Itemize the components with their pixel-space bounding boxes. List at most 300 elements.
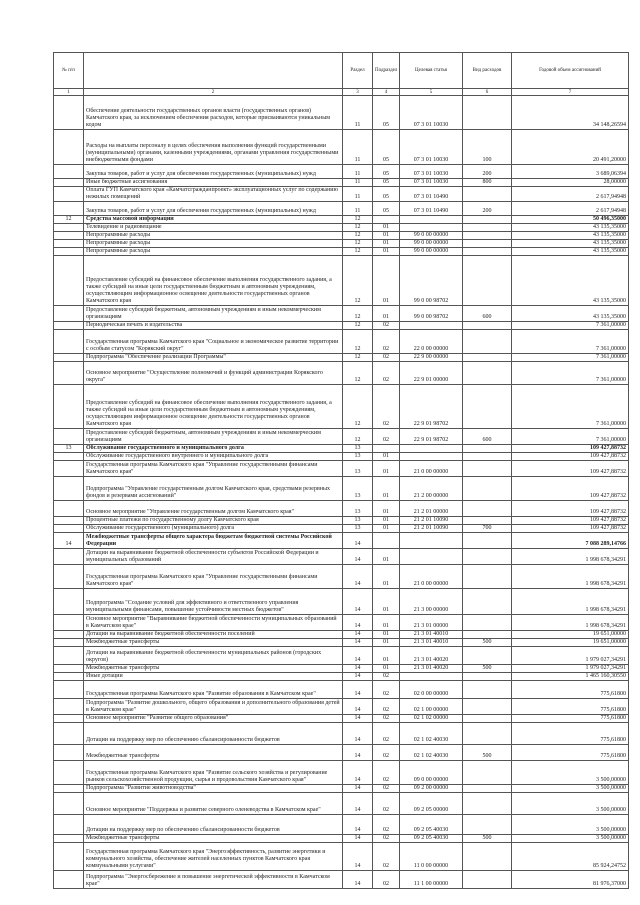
- row-number: [54, 871, 84, 889]
- row-number: [54, 815, 84, 835]
- row-number: [54, 429, 84, 445]
- table-row: [54, 224, 629, 232]
- row-name: Подпрограмма "Обеспечение реализации Программы": [84, 354, 343, 362]
- row-razdel: 12: [343, 429, 373, 445]
- row-article: 22 9 01 98702: [400, 385, 463, 429]
- row-kind: 500: [463, 639, 512, 647]
- row-number: [54, 525, 84, 533]
- row-podrazdel: 01: [373, 549, 400, 565]
- table-row: [54, 306, 629, 322]
- row-razdel: 12: [343, 354, 373, 362]
- row-kind: [463, 256, 512, 306]
- row-podrazdel: 02: [373, 785, 400, 793]
- table-row: [54, 216, 629, 224]
- row-podrazdel: 05: [373, 165, 400, 179]
- row-name: Подпрограмма "Управление государственным долгом Камчатского края, средствами резервных фондов и резервами ассигнований": [84, 477, 343, 501]
- row-amount: 81 976,37000: [512, 871, 629, 889]
- row-kind: [463, 631, 512, 639]
- row-article: [400, 533, 463, 549]
- row-article: 09 2 05 40030: [400, 835, 463, 843]
- row-name: Межбюджетные трансферты общего характера бюджетам бюджетной системы Российской Федерации: [84, 533, 343, 549]
- row-kind: [463, 453, 512, 461]
- row-name: Государственная программа Камчатского края "Развитие образования в Камчатском крае": [84, 681, 343, 699]
- row-number: [54, 248, 84, 256]
- table-row: [54, 715, 629, 723]
- row-podrazdel: 02: [373, 429, 400, 445]
- row-kind: [463, 715, 512, 723]
- row-article: [400, 445, 463, 453]
- row-razdel: 14: [343, 615, 373, 631]
- row-podrazdel: 02: [373, 673, 400, 681]
- row-podrazdel: 02: [373, 385, 400, 429]
- row-number: [54, 647, 84, 665]
- row-kind: [463, 187, 512, 202]
- row-number: [54, 130, 84, 165]
- row-name: Дотации на выравнивание бюджетной обеспеченности субъектов Российской Федерации и муниципальных образований: [84, 549, 343, 565]
- table-row: [54, 517, 629, 525]
- row-podrazdel: 01: [373, 453, 400, 461]
- row-article: 02 1 02 40030: [400, 723, 463, 745]
- row-podrazdel: 01: [373, 256, 400, 306]
- row-amount: 3 500,00000: [512, 793, 629, 815]
- row-name: Оплата ГУП Камчатского края «Камчатсгражданпроект» эксплуатационных услуг по содержанию нежилых помещений: [84, 187, 343, 202]
- row-number: [54, 179, 84, 187]
- row-article: 07 3 01 10030: [400, 96, 463, 130]
- row-podrazdel: 01: [373, 639, 400, 647]
- table-row: [54, 793, 629, 815]
- row-number: [54, 745, 84, 761]
- table-row: [54, 533, 629, 549]
- row-podrazdel: 02: [373, 745, 400, 761]
- row-number: [54, 631, 84, 639]
- row-podrazdel: 01: [373, 525, 400, 533]
- row-number: [54, 835, 84, 843]
- column-number: 1: [54, 89, 84, 96]
- row-amount: 28,00000: [512, 179, 629, 187]
- row-podrazdel: 02: [373, 354, 400, 362]
- budget-table: [53, 52, 629, 889]
- row-podrazdel: 01: [373, 565, 400, 589]
- row-amount: 1 998 678,34291: [512, 565, 629, 589]
- row-kind: [463, 445, 512, 453]
- row-razdel: 14: [343, 843, 373, 871]
- header-article: Целевая статья: [400, 53, 463, 89]
- row-amount: 43 135,35000: [512, 248, 629, 256]
- row-razdel: 13: [343, 453, 373, 461]
- row-article: 07 3 01 10490: [400, 187, 463, 202]
- row-kind: [463, 673, 512, 681]
- row-article: 21 2 01 00000: [400, 501, 463, 517]
- row-kind: [463, 647, 512, 665]
- row-name: Основное мероприятие "Развитие общего образования": [84, 715, 343, 723]
- row-number: [54, 256, 84, 306]
- row-razdel: 12: [343, 216, 373, 224]
- row-article: 99 0 00 98702: [400, 256, 463, 306]
- row-kind: [463, 589, 512, 615]
- row-name: Иные дотации: [84, 673, 343, 681]
- row-name: Основное мероприятие "Управление государственным долгом Камчатского края": [84, 501, 343, 517]
- row-name: Процентные платежи по государственному долгу Камчатского края: [84, 517, 343, 525]
- row-amount: 43 135,35000: [512, 232, 629, 240]
- row-article: 02 1 02 00000: [400, 715, 463, 723]
- row-amount: 85 924,24752: [512, 843, 629, 871]
- row-kind: [463, 354, 512, 362]
- table-row: [54, 549, 629, 565]
- row-razdel: 12: [343, 256, 373, 306]
- row-kind: [463, 615, 512, 631]
- row-name: Обслуживание государственного и муниципального долга: [84, 445, 343, 453]
- row-podrazdel: [373, 445, 400, 453]
- row-article: 21 3 01 40010: [400, 631, 463, 639]
- row-article: 09 2 05 40030: [400, 815, 463, 835]
- row-amount: 775,61800: [512, 715, 629, 723]
- row-amount: 7 361,00000: [512, 354, 629, 362]
- row-amount: 1 998 678,34291: [512, 589, 629, 615]
- row-razdel: 14: [343, 665, 373, 673]
- table-row: [54, 647, 629, 665]
- row-article: 07 3 01 10030: [400, 130, 463, 165]
- row-amount: 34 148,26594: [512, 96, 629, 130]
- row-podrazdel: [373, 216, 400, 224]
- row-podrazdel: [373, 533, 400, 549]
- row-number: [54, 615, 84, 631]
- row-kind: [463, 96, 512, 130]
- row-razdel: 14: [343, 835, 373, 843]
- row-number: [54, 453, 84, 461]
- row-number: [54, 793, 84, 815]
- table-row: [54, 461, 629, 477]
- row-razdel: 11: [343, 179, 373, 187]
- row-razdel: 11: [343, 202, 373, 216]
- row-article: 99 0 00 98702: [400, 306, 463, 322]
- table-row: [54, 477, 629, 501]
- row-podrazdel: 01: [373, 647, 400, 665]
- row-razdel: 12: [343, 224, 373, 232]
- row-podrazdel: 01: [373, 306, 400, 322]
- table-body: [54, 96, 629, 889]
- row-article: [400, 322, 463, 330]
- row-name: Межбюджетные трансферты: [84, 639, 343, 647]
- row-number: [54, 761, 84, 785]
- row-number: [54, 477, 84, 501]
- row-podrazdel: 02: [373, 843, 400, 871]
- row-razdel: 14: [343, 673, 373, 681]
- header-amount: Годовой объем ассигнований: [512, 53, 629, 89]
- row-amount: 1 998 678,34291: [512, 615, 629, 631]
- row-amount: 43 135,35000: [512, 224, 629, 232]
- row-podrazdel: 05: [373, 130, 400, 165]
- table-row: [54, 179, 629, 187]
- row-razdel: 12: [343, 385, 373, 429]
- table-row: [54, 843, 629, 871]
- table-row: [54, 322, 629, 330]
- row-name: Дотации на выравнивание бюджетной обеспеченности муниципальных районов (городских округов): [84, 647, 343, 665]
- row-article: 02 1 02 40030: [400, 745, 463, 761]
- row-amount: 43 135,35000: [512, 256, 629, 306]
- row-razdel: 14: [343, 549, 373, 565]
- table-row: [54, 639, 629, 647]
- row-kind: [463, 549, 512, 565]
- row-name: Подпрограмма "Создание условий для эффективного и ответственного управления муниципальными финансами, повышение устойчивости местных бюджетов": [84, 589, 343, 615]
- row-kind: [463, 517, 512, 525]
- table-row: [54, 681, 629, 699]
- row-article: 02 1 00 00000: [400, 699, 463, 715]
- row-podrazdel: 02: [373, 715, 400, 723]
- table-row: [54, 589, 629, 615]
- row-article: 07 3 01 10030: [400, 165, 463, 179]
- row-number: 13: [54, 445, 84, 453]
- row-name: Межбюджетные трансферты: [84, 665, 343, 673]
- row-amount: 1 979 027,34291: [512, 647, 629, 665]
- row-razdel: 14: [343, 533, 373, 549]
- table-row: [54, 665, 629, 673]
- table-row: [54, 501, 629, 517]
- row-number: [54, 715, 84, 723]
- row-article: 21 0 00 00000: [400, 565, 463, 589]
- row-name: Подпрограмма "Энергосбережение и повышение энергетической эффективности в Камчатском крае": [84, 871, 343, 889]
- row-amount: 3 500,00000: [512, 835, 629, 843]
- row-name: Закупка товаров, работ и услуг для обеспечения государственных (муниципальных) нужд: [84, 165, 343, 179]
- row-razdel: 14: [343, 815, 373, 835]
- row-article: 11 0 00 00000: [400, 843, 463, 871]
- row-number: [54, 843, 84, 871]
- row-kind: [463, 322, 512, 330]
- table-row: [54, 165, 629, 179]
- row-article: [400, 224, 463, 232]
- row-name: Основное мероприятие "Поддержка и развитие северного оленеводства в Камчатском крае": [84, 793, 343, 815]
- row-razdel: 14: [343, 761, 373, 785]
- row-number: [54, 501, 84, 517]
- row-podrazdel: 02: [373, 699, 400, 715]
- row-podrazdel: 05: [373, 187, 400, 202]
- row-kind: [463, 723, 512, 745]
- row-article: [400, 673, 463, 681]
- row-amount: 7 361,00000: [512, 330, 629, 354]
- row-amount: 109 427,88732: [512, 501, 629, 517]
- row-kind: [463, 681, 512, 699]
- table-row: [54, 615, 629, 631]
- row-razdel: 12: [343, 330, 373, 354]
- row-amount: 3 689,06394: [512, 165, 629, 179]
- column-number-row: [54, 89, 629, 96]
- row-kind: [463, 248, 512, 256]
- row-podrazdel: 01: [373, 477, 400, 501]
- row-number: [54, 224, 84, 232]
- row-razdel: 11: [343, 187, 373, 202]
- row-name: Предоставление субсидий бюджетным, автономным учреждениям и иным некоммерческим организациям: [84, 429, 343, 445]
- row-amount: 7 361,00000: [512, 385, 629, 429]
- row-number: [54, 187, 84, 202]
- row-amount: 3 500,00000: [512, 785, 629, 793]
- row-kind: [463, 240, 512, 248]
- row-razdel: 12: [343, 240, 373, 248]
- row-article: 07 3 01 10490: [400, 202, 463, 216]
- row-podrazdel: 02: [373, 761, 400, 785]
- row-kind: [463, 793, 512, 815]
- column-number: 3: [343, 89, 373, 96]
- row-name: Иные бюджетные ассигнования: [84, 179, 343, 187]
- row-razdel: 12: [343, 232, 373, 240]
- row-amount: 1 998 678,34291: [512, 549, 629, 565]
- row-kind: 500: [463, 665, 512, 673]
- row-name: Государственная программа Камчатского края "Энергоэффективность, развитие энергетики и коммунального хозяйства, обеспечение жителей населенных пунктов Камчатского края коммунальными услугами": [84, 843, 343, 871]
- column-number: 2: [84, 89, 343, 96]
- row-number: [54, 665, 84, 673]
- row-name: Дотации на выравнивание бюджетной обеспеченности поселений: [84, 631, 343, 639]
- table-row: [54, 385, 629, 429]
- row-name: Государственная программа Камчатского края "Развитие сельского хозяйства и регулирование рынков сельскохозяйственной продукции, сырья и продовольствия Камчатского края": [84, 761, 343, 785]
- row-razdel: 13: [343, 477, 373, 501]
- row-kind: [463, 362, 512, 385]
- row-kind: 600: [463, 429, 512, 445]
- header-podrazdel: Подраздел: [373, 53, 400, 89]
- row-article: 21 3 01 00000: [400, 615, 463, 631]
- row-name: Непрограммные расходы: [84, 232, 343, 240]
- row-number: [54, 723, 84, 745]
- row-number: [54, 354, 84, 362]
- table-row: [54, 699, 629, 715]
- row-name: Предоставление субсидий бюджетным, автономным учреждениям и иным некоммерческим организациям: [84, 306, 343, 322]
- row-kind: [463, 330, 512, 354]
- row-amount: 109 427,88732: [512, 453, 629, 461]
- table-row: [54, 130, 629, 165]
- row-name: Телевидение и радиовещание: [84, 224, 343, 232]
- row-razdel: 14: [343, 589, 373, 615]
- row-amount: 109 427,88732: [512, 445, 629, 453]
- row-kind: [463, 871, 512, 889]
- row-podrazdel: 01: [373, 224, 400, 232]
- row-podrazdel: 01: [373, 248, 400, 256]
- row-razdel: 11: [343, 130, 373, 165]
- row-name: Межбюджетные трансферты: [84, 835, 343, 843]
- table-row: [54, 525, 629, 533]
- row-podrazdel: 02: [373, 871, 400, 889]
- table-row: [54, 815, 629, 835]
- table-row: [54, 362, 629, 385]
- row-amount: 775,61800: [512, 681, 629, 699]
- row-razdel: 14: [343, 681, 373, 699]
- row-article: 99 0 00 00000: [400, 248, 463, 256]
- row-number: [54, 306, 84, 322]
- row-name: Государственная программа Камчатского края "Управление государственными финансами Камчатского края": [84, 565, 343, 589]
- row-podrazdel: 02: [373, 322, 400, 330]
- row-name: Предоставление субсидий на финансовое обеспечение выполнения государственного задания, а также субсидий на иные цели государственным бюджетным и автономным учреждениям, осуществляющим информационное освещение деятельности государственных органов Камчатского края: [84, 256, 343, 306]
- column-number: 5: [400, 89, 463, 96]
- row-podrazdel: 01: [373, 461, 400, 477]
- row-article: 99 0 00 00000: [400, 232, 463, 240]
- row-amount: 43 135,35000: [512, 306, 629, 322]
- row-razdel: 13: [343, 501, 373, 517]
- row-number: [54, 330, 84, 354]
- table-row: [54, 96, 629, 130]
- row-number: [54, 96, 84, 130]
- row-article: 21 2 01 10090: [400, 525, 463, 533]
- row-name: Обслуживание государственного (муниципального) долга: [84, 525, 343, 533]
- row-article: 22 9 00 00000: [400, 354, 463, 362]
- row-kind: [463, 761, 512, 785]
- row-razdel: 14: [343, 871, 373, 889]
- row-amount: 7 361,00000: [512, 429, 629, 445]
- row-amount: 19 651,00000: [512, 631, 629, 639]
- row-name: Основное мероприятие "Осуществление полномочий и функций администрации Корякского округа": [84, 362, 343, 385]
- row-razdel: 13: [343, 445, 373, 453]
- row-name: Дотации на поддержку мер по обеспечению сбалансированности бюджетов: [84, 723, 343, 745]
- row-amount: 109 427,88732: [512, 517, 629, 525]
- row-amount: 43 135,35000: [512, 240, 629, 248]
- row-razdel: 14: [343, 723, 373, 745]
- row-number: [54, 240, 84, 248]
- row-kind: [463, 385, 512, 429]
- row-razdel: 13: [343, 461, 373, 477]
- row-kind: [463, 699, 512, 715]
- row-number: [54, 461, 84, 477]
- row-razdel: 12: [343, 306, 373, 322]
- row-name: Непрограммные расходы: [84, 248, 343, 256]
- row-podrazdel: 01: [373, 517, 400, 525]
- row-kind: 200: [463, 165, 512, 179]
- table-row: [54, 248, 629, 256]
- row-razdel: 14: [343, 639, 373, 647]
- table-row: [54, 232, 629, 240]
- table-row: [54, 354, 629, 362]
- row-article: 22 9 01 98702: [400, 429, 463, 445]
- row-article: 21 3 01 40020: [400, 665, 463, 673]
- row-article: 09 2 00 00000: [400, 785, 463, 793]
- row-kind: 200: [463, 202, 512, 216]
- row-number: [54, 517, 84, 525]
- row-name: Подпрограмма "Развитие дошкольного, общего образования и дополнительного образования детей в Камчатском крае": [84, 699, 343, 715]
- table-row: [54, 723, 629, 745]
- row-number: [54, 565, 84, 589]
- row-podrazdel: 01: [373, 615, 400, 631]
- row-article: 22 0 00 00000: [400, 330, 463, 354]
- row-amount: 7 088 289,14766: [512, 533, 629, 549]
- row-amount: 775,61800: [512, 723, 629, 745]
- row-name: Периодическая печать и издательства: [84, 322, 343, 330]
- row-amount: 775,61800: [512, 699, 629, 715]
- row-razdel: 12: [343, 248, 373, 256]
- table-header-row: [54, 53, 629, 89]
- row-kind: 800: [463, 179, 512, 187]
- row-razdel: 14: [343, 699, 373, 715]
- row-article: 21 3 01 40010: [400, 639, 463, 647]
- row-article: 09 0 00 00000: [400, 761, 463, 785]
- row-podrazdel: 02: [373, 815, 400, 835]
- row-name: Обслуживание государственного внутреннего и муниципального долга: [84, 453, 343, 461]
- row-podrazdel: 05: [373, 202, 400, 216]
- row-amount: 3 500,00000: [512, 761, 629, 785]
- row-article: [400, 216, 463, 224]
- row-number: [54, 232, 84, 240]
- column-number: 4: [373, 89, 400, 96]
- row-number: [54, 681, 84, 699]
- row-amount: 7 361,00000: [512, 362, 629, 385]
- row-number: [54, 385, 84, 429]
- row-kind: [463, 565, 512, 589]
- row-kind: 100: [463, 130, 512, 165]
- row-podrazdel: 02: [373, 681, 400, 699]
- row-podrazdel: 01: [373, 232, 400, 240]
- row-podrazdel: 05: [373, 96, 400, 130]
- row-kind: [463, 232, 512, 240]
- row-amount: 1 979 027,34291: [512, 665, 629, 673]
- row-razdel: 14: [343, 647, 373, 665]
- header-name: [84, 53, 343, 89]
- row-kind: [463, 477, 512, 501]
- table-row: [54, 187, 629, 202]
- header-kind: Вид расходов: [463, 53, 512, 89]
- row-name: Подпрограмма "Развитие животноводства": [84, 785, 343, 793]
